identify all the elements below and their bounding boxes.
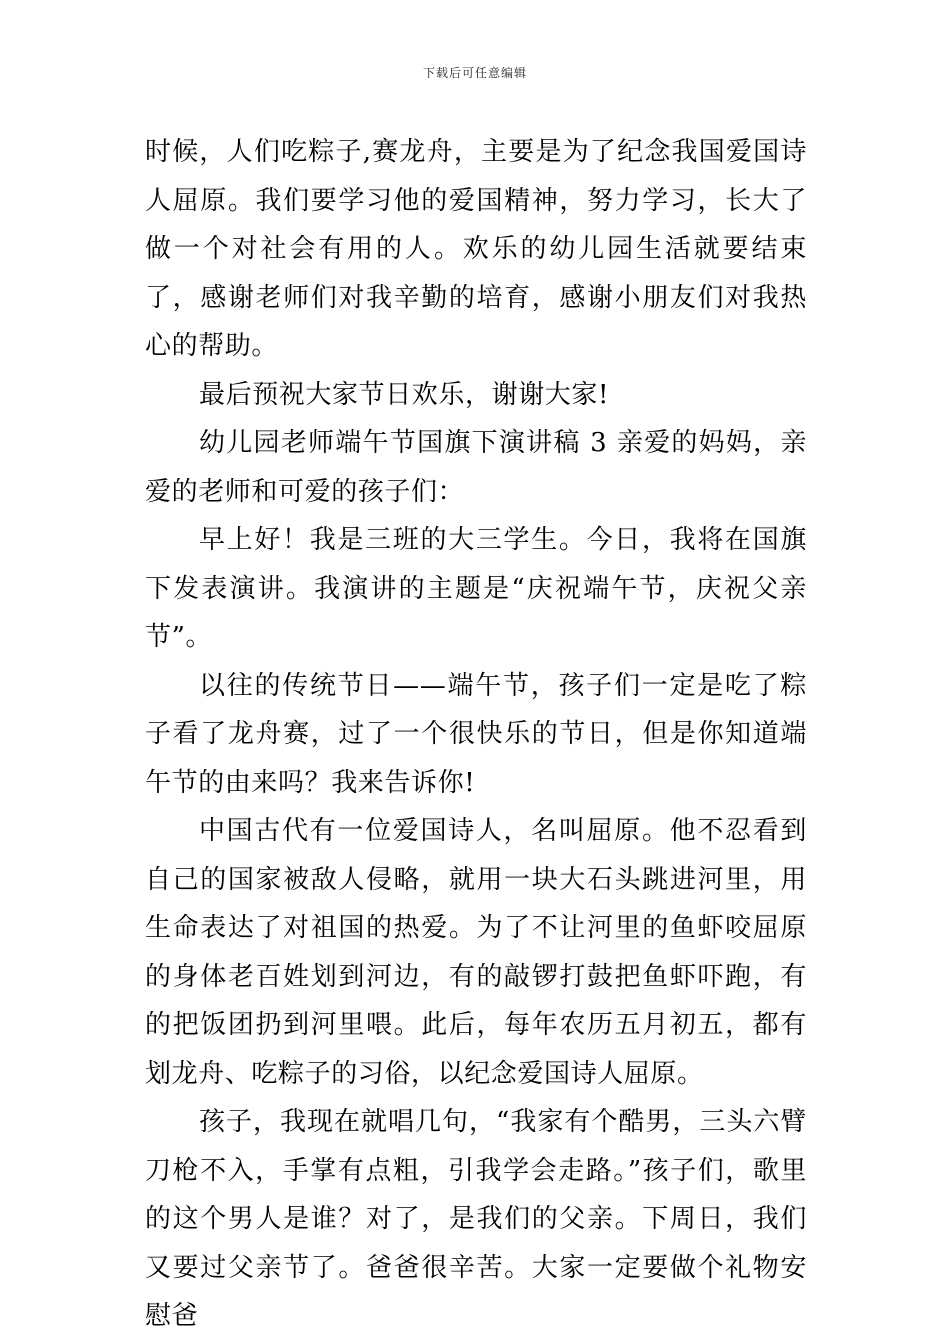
header-note: 下载后可任意编辑 (422, 66, 527, 80)
paragraph-7: 孩子，我现在就唱几句，“我家有个酷男，三头六臂刀枪不入，手掌有点粗，引我学会走路。”孩子们，歌里的这个男人是谁？对了，是我们的父亲。下周日，我们又要过父亲节了。爸爸很辛苦。大家一定要做个礼物安慰爸 (145, 1107, 807, 1331)
paragraph-2: 最后预祝大家节日欢乐，谢谢大家! (199, 379, 610, 410)
paragraph-1: 时候，人们吃粽子,赛龙舟，主要是为了纪念我国爱国诗人屈原。我们要学习他的爱国精神，努力学习，长大了做一个对社会有用的人。欢乐的幼儿园生活就要结束了，感谢老师们对我辛勤的培育，感谢小朋友们对我热心的帮助。 (145, 137, 807, 361)
paragraph-6: 中国古代有一位爱国诗人，名叫屈原。他不忍看到自己的国家被敌人侵略，就用一块大石头跳进河里，用生命表达了对祖国的热爱。为了不让河里的鱼虾咬屈原的身体老百姓划到河边，有的敲锣打鼓把鱼虾吓跑，有的把饭团扔到河里喂。此后，每年农历五月初五，都有划龙舟、吃粽子的习俗，以纪念爱国诗人屈原。 (145, 816, 807, 1089)
paragraph-3: 幼儿园老师端午节国旗下演讲稿 3 亲爱的妈妈，亲爱的老师和可爱的孩子们： (145, 428, 807, 507)
paragraph-5: 以往的传统节日——端午节，孩子们一定是吃了粽子看了龙舟赛，过了一个很快乐的节日，但是你知道端午节的由来吗？我来告诉你! (145, 670, 807, 798)
document-body (145, 128, 807, 1341)
paragraph-4: 早上好！我是三班的大三学生。今日，我将在国旗下发表演讲。我演讲的主题是“庆祝端午节，庆祝父亲节”。 (145, 525, 807, 652)
